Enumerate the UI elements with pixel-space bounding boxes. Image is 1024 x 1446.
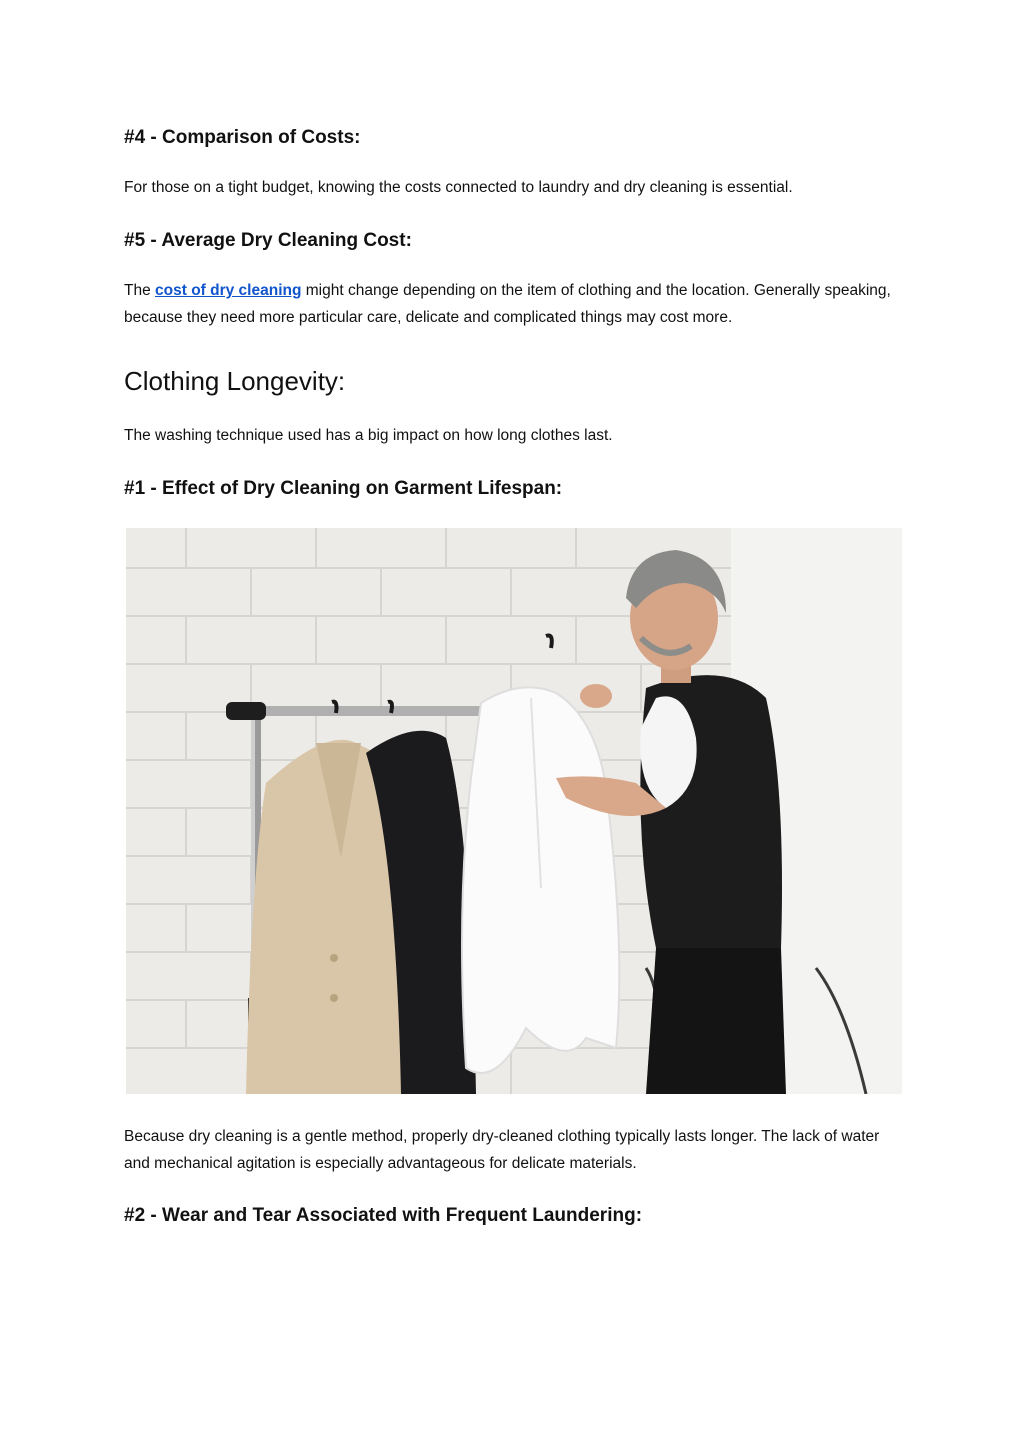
cost-of-dry-cleaning-link[interactable]: cost of dry cleaning <box>155 282 302 299</box>
wear-and-tear-heading: #2 - Wear and Tear Associated with Frequent Laundering: <box>124 1205 643 1226</box>
effect-heading: #1 - Effect of Dry Cleaning on Garment Lifespan: <box>124 478 563 499</box>
average-text-after: might change depending on the item of clothing and the location. Generally speaking, because they need more particular care, delicate and complicated things may cost more. <box>124 282 891 326</box>
average-cost-heading: #5 - Average Dry Cleaning Cost: <box>124 230 412 251</box>
comparison-paragraph: For those on a tight budget, knowing the costs connected to laundry and dry cleaning is essential. <box>124 179 793 196</box>
comparison-heading: #4 - Comparison of Costs: <box>124 127 361 148</box>
average-text-before: The <box>124 282 156 299</box>
longevity-paragraph: The washing technique used has a big impact on how long clothes last. <box>124 427 613 444</box>
effect-paragraph: Because dry cleaning is a gentle method, properly dry-cleaned clothing typically lasts longer. The lack of water and mechanical agitation is especially advantageous for delicate materials. <box>124 1128 880 1172</box>
clothing-longevity-title: Clothing Longevity: <box>124 366 346 396</box>
garment-photo <box>126 528 902 1094</box>
average-cost-paragraph <box>124 277 904 331</box>
